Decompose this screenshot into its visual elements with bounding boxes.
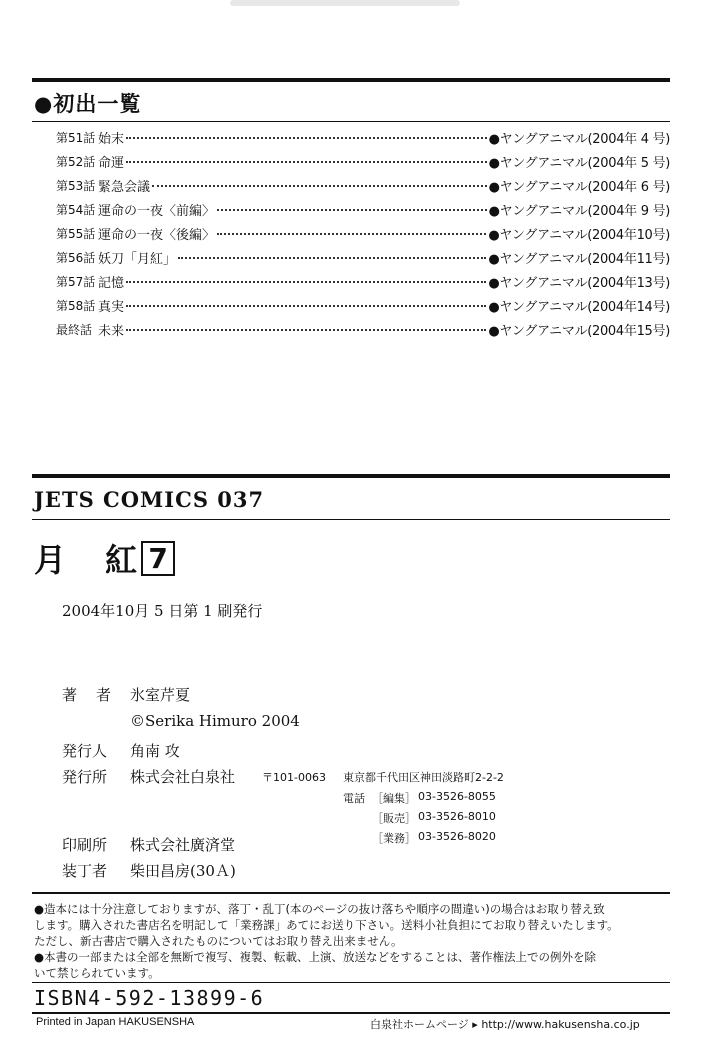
designer-label: 装丁者	[62, 862, 108, 880]
notice-line: ●造本には十分注意しておりますが、落丁・乱丁(本のページの抜け落ちや順序の間違い)の場合はお取り替え致	[34, 902, 605, 916]
episode-title: 運命の一夜〈後編〉	[98, 227, 216, 243]
episode-source: ●ヤングアニマル(2004年10号)	[488, 227, 670, 243]
legal-notice	[34, 901, 704, 981]
phone-department: ［業務］	[372, 832, 416, 845]
episode-row	[56, 174, 670, 196]
episode-row	[56, 246, 670, 268]
phone-number: 03-3526-8010	[418, 810, 496, 823]
episode-number: 第58話	[56, 298, 96, 313]
episode-source: ●ヤングアニマル(2004年13号)	[488, 275, 670, 291]
notice-line: ●本書の一部または全部を無断で複写、複製、転載、上演、放送などをすることは、著作権法上での例外を除	[34, 950, 597, 964]
episode-title: 命運	[98, 155, 125, 171]
series-underline	[32, 519, 670, 520]
notice-line: します。購入された書店名を明記して「業務課」あてにお送り下さい。送料小社負担にてお取り替えいたします。	[34, 918, 619, 932]
leader-dots	[126, 136, 487, 139]
publisher-person-label: 発行人	[62, 742, 108, 760]
episode-row	[56, 198, 670, 220]
episode-title: 始末	[98, 131, 125, 147]
episode-title: 未来	[98, 323, 125, 339]
episode-title: 記憶	[98, 275, 125, 291]
episode-source: ●ヤングアニマル(2004年 4 号)	[488, 131, 670, 147]
author-name: 氷室芹夏	[130, 686, 191, 704]
episode-number: 最終話	[56, 322, 93, 337]
leader-dots	[126, 280, 486, 283]
episode-source: ●ヤングアニマル(2004年11号)	[488, 251, 670, 267]
homepage-url[interactable]: http://www.hakusensha.co.jp	[481, 1018, 640, 1031]
leader-dots	[178, 256, 486, 259]
phone-number: 03-3526-8020	[418, 830, 496, 843]
section-underline	[32, 121, 670, 122]
book-title-text: 月 紅	[34, 541, 152, 579]
author-label: 著 者	[62, 686, 114, 704]
episode-row	[56, 318, 670, 340]
printer-label: 印刷所	[62, 836, 108, 854]
designer-name: 柴田昌房(30Ａ)	[130, 862, 236, 880]
homepage-label: 白泉社ホームページ	[370, 1018, 469, 1031]
bleed-through-mark	[230, 0, 460, 6]
series-name: JETS COMICS 037	[34, 487, 265, 512]
episode-row	[56, 126, 670, 148]
homepage	[370, 1016, 640, 1032]
episode-title: 緊急会議	[98, 179, 151, 195]
episode-source: ●ヤングアニマル(2004年15号)	[488, 323, 670, 339]
episode-title: 妖刀「月紅」	[98, 251, 177, 267]
notice-line: ただし、新古書店で購入されたものについてはお取り替え出来ません。	[34, 934, 403, 948]
notice-top-rule	[32, 892, 670, 894]
episode-title: 真実	[98, 299, 125, 315]
printed-in: Printed in Japan HAKUSENSHA	[36, 1016, 195, 1028]
episode-number: 第51話	[56, 130, 96, 145]
notice-line: いて禁じられています。	[34, 966, 160, 980]
phone-department: ［編集］	[372, 792, 416, 805]
phone-label: 電話	[343, 792, 365, 805]
episode-source: ●ヤングアニマル(2004年 6 号)	[488, 179, 670, 195]
phone-department: ［販売］	[372, 812, 416, 825]
publisher-person: 角南 攻	[130, 742, 180, 760]
leader-dots	[126, 160, 487, 163]
leader-dots	[152, 184, 487, 187]
homepage-url-arrow-icon: ▸	[472, 1018, 478, 1031]
episode-number: 第54話	[56, 202, 96, 217]
episode-row	[56, 150, 670, 172]
episode-row	[56, 270, 670, 292]
leader-dots	[217, 232, 486, 235]
isbn: ISBN4-592-13899-6	[34, 986, 265, 1010]
publication-date: 2004年10月 5 日第 1 刷発行	[62, 602, 263, 620]
episode-source: ●ヤングアニマル(2004年 9 号)	[488, 203, 670, 219]
episode-title: 運命の一夜〈前編〉	[98, 203, 216, 219]
top-rule	[32, 78, 670, 82]
printer-name: 株式会社廣済堂	[130, 836, 236, 854]
leader-dots	[217, 208, 487, 211]
bottom-rule	[32, 1012, 670, 1014]
phone-number: 03-3526-8055	[418, 790, 496, 803]
leader-dots	[126, 328, 486, 331]
publisher-name: 株式会社白泉社	[130, 768, 236, 786]
episode-source: ●ヤングアニマル(2004年14号)	[488, 299, 670, 315]
publisher-label: 発行所	[62, 768, 108, 786]
episode-number: 第52話	[56, 154, 96, 169]
copyright-notice: ©Serika Himuro 2004	[130, 712, 300, 730]
postal-code: 〒101-0063	[262, 771, 326, 784]
episode-source: ●ヤングアニマル(2004年 5 号)	[488, 155, 670, 171]
first-appearance-title: ●初出一覧	[34, 92, 142, 116]
volume-number: 7	[141, 541, 175, 576]
book-title	[34, 535, 175, 581]
episode-row	[56, 222, 670, 244]
publisher-address: 東京都千代田区神田淡路町2-2-2	[343, 771, 504, 784]
notice-bottom-rule	[32, 982, 670, 983]
leader-dots	[126, 304, 486, 307]
episode-row	[56, 294, 670, 316]
episode-number: 第56話	[56, 250, 96, 265]
episode-number: 第53話	[56, 178, 96, 193]
episode-number: 第55話	[56, 226, 96, 241]
colophon-top-rule	[32, 474, 670, 478]
episode-number: 第57話	[56, 274, 96, 289]
